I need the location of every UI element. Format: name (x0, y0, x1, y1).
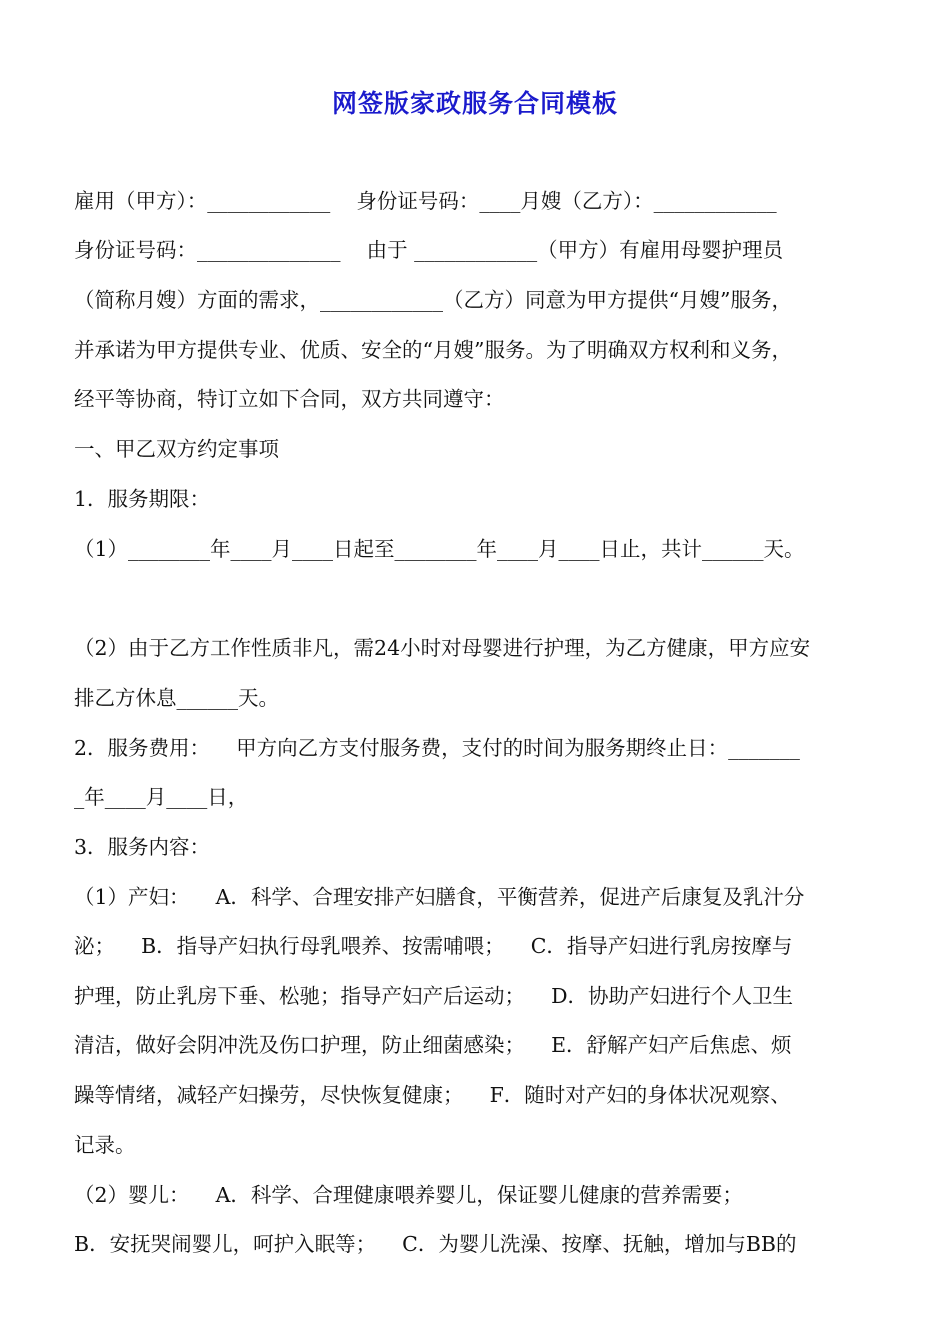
text-line: （2）由于乙方工作性质非凡，需24小时对母婴进行护理，为乙方健康，甲方应安 (74, 636, 811, 660)
text-line: B．安抚哭闹婴儿，呵护入眠等； C．为婴儿洗澡、按摩、抚触，增加与BB的 (74, 1232, 797, 1256)
text-line: 身份证号码：______________ 由于 ____________（甲方）有雇用母婴护理员 (74, 238, 784, 262)
text-line: （2）婴儿： A．科学、合理健康喂养婴儿，保证婴儿健康的营养需要； (74, 1183, 743, 1207)
text-line: （1）产妇： A．科学、合理安排产妇膳食，平衡营养，促进产后康复及乳汁分 (74, 885, 805, 909)
text-line: 并承诺为甲方提供专业、优质、安全的“月嫂”服务。为了明确双方权利和义务， (74, 338, 792, 362)
text-line: 清洁，做好会阴冲洗及伤口护理，防止细菌感染； E．舒解产妇产后焦虑、烦 (74, 1033, 792, 1057)
text-line: 护理，防止乳房下垂、松驰；指导产妇产后运动； D．协助产妇进行个人卫生 (74, 984, 793, 1008)
clause-heading: 3．服务内容： (74, 835, 211, 859)
text-line: 雇用（甲方）：____________ 身份证号码：____月嫂（乙方）：____________ (74, 189, 777, 213)
text-line: 泌； B．指导产妇执行母乳喂养、按需哺喂； C．指导产妇进行乳房按摩与 (74, 934, 793, 958)
text-line: 躁等情绪，减轻产妇操劳，尽快恢复健康； F．随时对产妇的身体状况观察、 (74, 1083, 791, 1107)
section-heading: 一、甲乙双方约定事项 (74, 437, 279, 461)
document-title: 网签版家政服务合同模板 (331, 89, 618, 118)
text-line: _年____月____日， (74, 785, 249, 809)
text-line: 经平等协商，特订立如下合同，双方共同遵守： (74, 387, 505, 411)
text-line: 排乙方休息______天。 (74, 686, 279, 710)
clause-heading: 1．服务期限： (74, 487, 211, 511)
text-line: （1）________年____月____日起至________年____月____日止，共计______天。 (74, 537, 805, 561)
text-line: 记录。 (74, 1133, 136, 1157)
text-line: （简称月嫂）方面的需求，____________（乙方）同意为甲方提供“月嫂”服务， (74, 288, 792, 312)
text-line: 2．服务费用： 甲方向乙方支付服务费，支付的时间为服务期终止日：_______ (74, 736, 800, 760)
